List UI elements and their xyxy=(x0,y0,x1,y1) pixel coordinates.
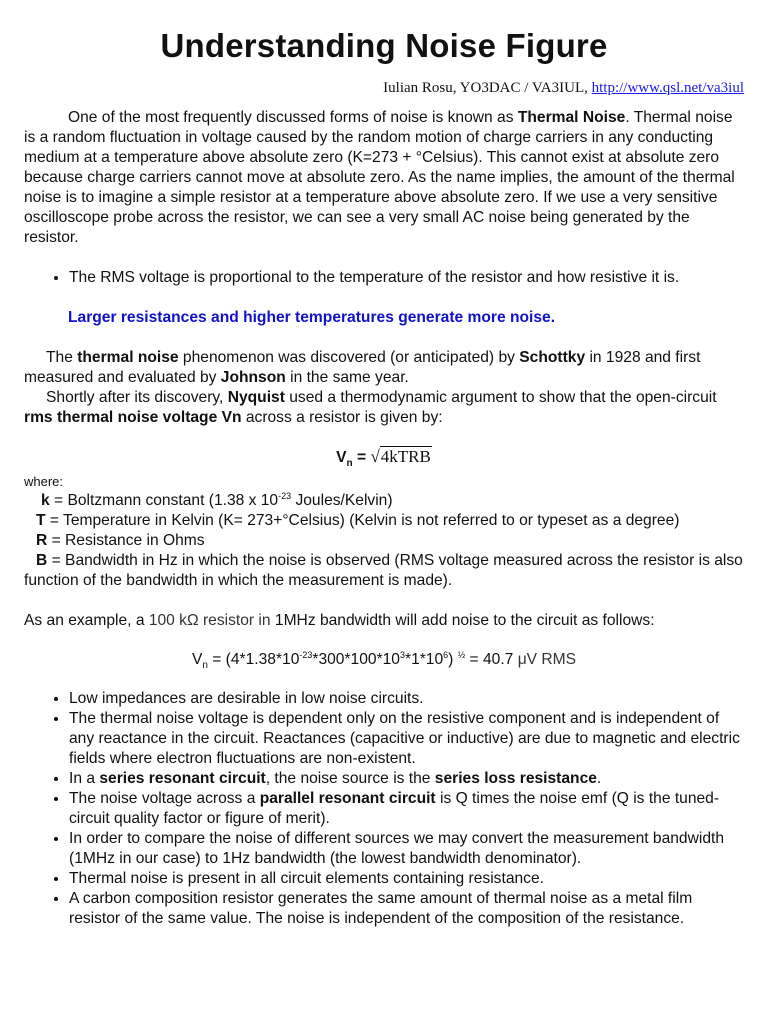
example-formula: $V_n = (4*1.38*10^{-23}*300*100*10^3*1*10^6) ^{\frac{1}{2}} = 40.7$ μV RMS xyxy=(191,649,577,672)
highlight-statement: Larger resistances and higher temperatures generate more noise. xyxy=(68,309,556,326)
notes-bullet-list xyxy=(24,689,744,929)
variable-definitions xyxy=(24,491,744,591)
definition-k: k = Boltzmann constant (1.38 x $10^{-23}$ Joules/Kelvin) xyxy=(41,490,393,509)
author-website-link[interactable]: http://www.qsl.net/va3iul xyxy=(591,80,744,96)
definition-t: T = Temperature in Kelvin (K= 273+°Celsius) (Kelvin is not referred to or typeset as a degree) xyxy=(36,512,680,529)
nyquist-paragraph: Shortly after its discovery, Nyquist used a thermodynamic argument to show that the open-circuit rms thermal noise voltage Vn across a resistor is given by: xyxy=(24,389,717,426)
square-root-symbol: √ xyxy=(370,447,380,466)
page-title: Understanding Noise Figure xyxy=(160,27,608,64)
list-item: • In a series resonant circuit, the noise source is the series loss resistance. xyxy=(69,769,744,789)
list-item: • The thermal noise voltage is dependent only on the resistive component and is independent of any reactance in the circuit. Reactances (capacitive or inductive) are due to magnetic and electric fields where electron fluctuations are non-existent. xyxy=(69,709,744,769)
list-item: • The noise voltage across a parallel resonant circuit is Q times the noise emf (Q is the tuned-circuit quality factor or figure of merit). xyxy=(69,789,744,829)
noise-voltage-formula: $V_n$ = √4kTRB xyxy=(336,447,431,470)
list-item: • In order to compare the noise of different sources we may convert the measurement bandwidth (1MHz in our case) to 1Hz bandwidth (the lowest bandwidth denominator). xyxy=(69,829,744,869)
intro-paragraph: One of the most frequently discussed forms of noise is known as Thermal Noise. Thermal noise is a random fluctuation in voltage caused by the random motion of charge carriers in any conducting medium at a temperature above absolute zero (K=273 + °Celsius). This cannot exist at absolute zero because charge carriers cannot move at absolute zero. As the name implies, the amount of the thermal noise is to imagine a simple resistor at a temperature above absolute zero. If we use a very sensitive oscilloscope probe across the resistor, we can see a very small AC noise being generated by the resistor. xyxy=(24,109,735,246)
byline xyxy=(24,78,744,98)
list-item: • Low impedances are desirable in low noise circuits. xyxy=(69,689,744,709)
rms-bullet-list xyxy=(24,268,744,288)
discovery-paragraph: The thermal noise phenomenon was discovered (or anticipated) by Schottky in 1928 and first measured and evaluated by Johnson in the same year. xyxy=(24,349,701,386)
definition-r: R = Resistance in Ohms xyxy=(36,532,205,549)
where-label: where: xyxy=(24,474,64,489)
list-item: • Thermal noise is present in all circuit elements containing resistance. xyxy=(69,869,744,889)
list-item: • A carbon composition resistor generates the same amount of thermal noise as a metal film resistor of the same value. The noise is independent of the composition of the resistance. xyxy=(69,889,744,929)
definition-b: B = Bandwidth in Hz in which the noise is observed (RMS voltage measured across the resistor is also function of the bandwidth in which the measurement is made). xyxy=(24,552,743,589)
list-item: • The RMS voltage is proportional to the temperature of the resistor and how resistive it is. xyxy=(69,268,744,288)
example-paragraph: As an example, a 100 kΩ resistor in 1MHz bandwidth will add noise to the circuit as follows: xyxy=(24,612,655,629)
author: Iulian Rosu, YO3DAC / VA3IUL, xyxy=(383,80,592,96)
